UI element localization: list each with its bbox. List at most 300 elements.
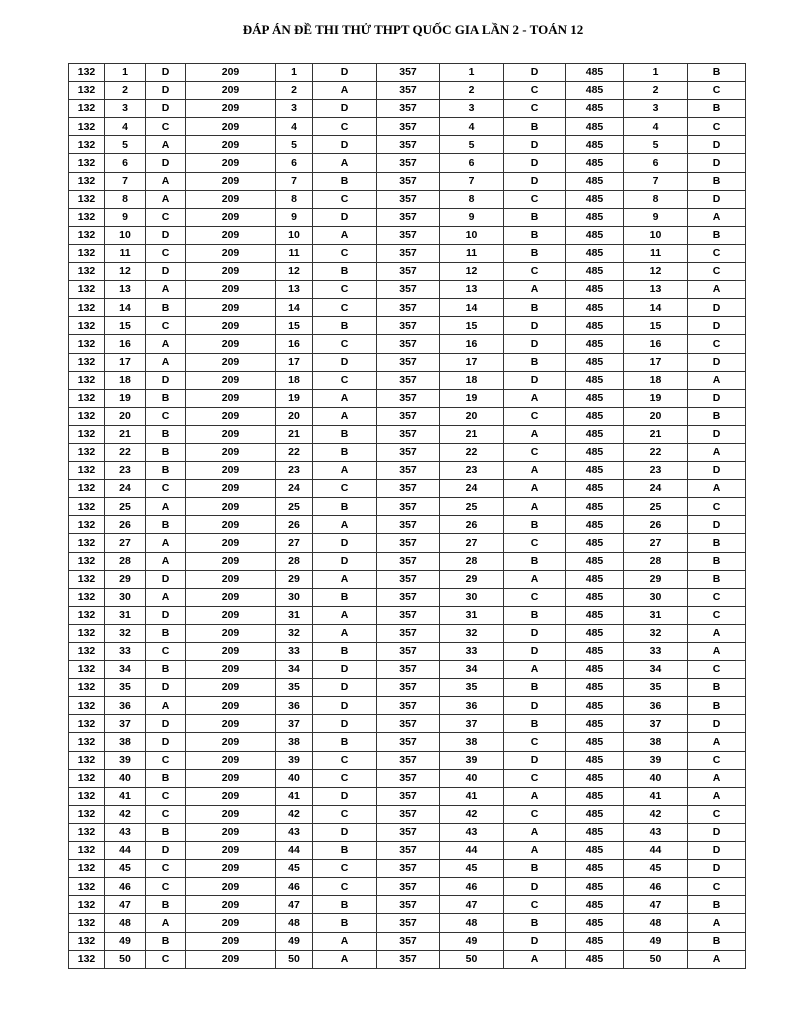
table-cell-exam-code: 209 [186,172,276,190]
table-cell-answer: D [313,64,377,82]
table-cell-answer: D [313,679,377,697]
table-cell-exam-code: 357 [377,679,440,697]
table-cell-answer: B [504,353,566,371]
table-cell-answer: B [313,317,377,335]
table-cell-question-number: 23 [105,462,146,480]
table-cell-answer: B [688,570,746,588]
table-cell-question-number: 4 [276,118,313,136]
table-cell-answer: B [504,715,566,733]
table-cell-exam-code: 357 [377,787,440,805]
table-cell-question-number: 27 [276,534,313,552]
table-cell-exam-code: 357 [377,335,440,353]
table-cell-answer: A [146,498,186,516]
table-cell-answer: B [313,443,377,461]
table-cell-exam-code: 357 [377,244,440,262]
table-cell-question-number: 47 [276,896,313,914]
table-cell-question-number: 10 [624,226,688,244]
table-cell-question-number: 32 [105,624,146,642]
table-cell-question-number: 4 [440,118,504,136]
table-cell-question-number: 28 [105,552,146,570]
table-cell-answer: D [504,136,566,154]
table-cell-answer: A [146,136,186,154]
table-cell-exam-code: 209 [186,462,276,480]
table-cell-question-number: 42 [276,805,313,823]
table-cell-answer: A [688,643,746,661]
table-cell-answer: C [688,498,746,516]
table-cell-answer: C [313,371,377,389]
table-cell-answer: B [504,552,566,570]
table-cell-question-number: 38 [105,733,146,751]
table-cell-exam-code: 485 [566,317,624,335]
table-cell-exam-code: 485 [566,842,624,860]
table-cell-exam-code: 357 [377,407,440,425]
table-cell-question-number: 37 [624,715,688,733]
table-cell-exam-code: 209 [186,335,276,353]
table-cell-exam-code: 485 [566,281,624,299]
table-cell-exam-code: 209 [186,751,276,769]
table-cell-question-number: 15 [276,317,313,335]
table-cell-question-number: 44 [276,842,313,860]
table-cell-exam-code: 209 [186,299,276,317]
table-cell-question-number: 44 [440,842,504,860]
table-cell-question-number: 28 [276,552,313,570]
table-cell-question-number: 22 [440,443,504,461]
table-cell-answer: A [504,787,566,805]
table-cell-exam-code: 132 [69,172,105,190]
table-cell-exam-code: 357 [377,805,440,823]
table-cell-question-number: 32 [624,624,688,642]
table-cell-answer: C [313,118,377,136]
table-cell-question-number: 32 [440,624,504,642]
table-row [69,733,746,751]
table-cell-question-number: 18 [105,371,146,389]
table-cell-answer: B [313,172,377,190]
table-cell-question-number: 50 [276,950,313,968]
table-cell-answer: C [313,244,377,262]
table-cell-answer: A [313,462,377,480]
table-cell-question-number: 28 [624,552,688,570]
table-cell-exam-code: 357 [377,389,440,407]
table-cell-question-number: 49 [276,932,313,950]
table-cell-answer: D [146,606,186,624]
table-cell-answer: D [688,389,746,407]
table-cell-question-number: 45 [276,860,313,878]
table-cell-exam-code: 357 [377,136,440,154]
table-cell-exam-code: 357 [377,842,440,860]
table-cell-question-number: 2 [105,82,146,100]
table-cell-answer: D [313,353,377,371]
table-cell-answer: A [688,624,746,642]
table-row [69,787,746,805]
table-cell-question-number: 7 [624,172,688,190]
table-cell-exam-code: 485 [566,443,624,461]
table-cell-answer: A [504,462,566,480]
table-cell-exam-code: 357 [377,208,440,226]
table-cell-question-number: 30 [440,588,504,606]
table-cell-exam-code: 485 [566,335,624,353]
table-cell-question-number: 10 [440,226,504,244]
table-cell-exam-code: 132 [69,805,105,823]
table-cell-answer: B [688,552,746,570]
table-cell-exam-code: 209 [186,914,276,932]
table-cell-question-number: 40 [105,769,146,787]
table-cell-exam-code: 132 [69,335,105,353]
table-cell-exam-code: 132 [69,64,105,82]
table-cell-exam-code: 485 [566,534,624,552]
table-cell-answer: C [504,805,566,823]
table-cell-exam-code: 132 [69,226,105,244]
table-cell-question-number: 24 [440,480,504,498]
table-cell-answer: C [146,950,186,968]
table-cell-answer: B [146,896,186,914]
table-cell-exam-code: 485 [566,606,624,624]
table-cell-question-number: 40 [624,769,688,787]
table-row [69,896,746,914]
table-cell-question-number: 43 [440,823,504,841]
table-cell-question-number: 27 [440,534,504,552]
table-cell-answer: B [146,661,186,679]
table-cell-question-number: 20 [276,407,313,425]
table-cell-exam-code: 485 [566,552,624,570]
table-cell-answer: D [146,64,186,82]
table-row [69,100,746,118]
table-cell-exam-code: 357 [377,878,440,896]
table-cell-question-number: 20 [440,407,504,425]
table-cell-question-number: 49 [105,932,146,950]
table-cell-question-number: 31 [440,606,504,624]
table-cell-exam-code: 357 [377,860,440,878]
table-cell-exam-code: 357 [377,371,440,389]
table-cell-exam-code: 485 [566,679,624,697]
table-cell-answer: C [504,100,566,118]
table-cell-question-number: 7 [276,172,313,190]
table-cell-question-number: 25 [440,498,504,516]
table-cell-answer: D [688,154,746,172]
table-cell-answer: B [146,769,186,787]
table-cell-exam-code: 132 [69,498,105,516]
table-cell-question-number: 35 [440,679,504,697]
table-cell-question-number: 34 [276,661,313,679]
table-cell-question-number: 48 [624,914,688,932]
table-cell-exam-code: 209 [186,661,276,679]
table-cell-exam-code: 209 [186,353,276,371]
answer-key-table [68,63,746,969]
table-cell-question-number: 43 [624,823,688,841]
table-cell-question-number: 18 [276,371,313,389]
table-cell-answer: B [688,679,746,697]
table-cell-question-number: 24 [276,480,313,498]
table-cell-answer: C [146,317,186,335]
table-cell-answer: C [504,588,566,606]
table-cell-answer: B [504,516,566,534]
table-row [69,697,746,715]
table-cell-answer: D [688,860,746,878]
table-cell-exam-code: 357 [377,534,440,552]
table-cell-answer: B [688,100,746,118]
table-cell-exam-code: 357 [377,299,440,317]
table-cell-exam-code: 357 [377,118,440,136]
table-cell-exam-code: 209 [186,606,276,624]
table-cell-exam-code: 485 [566,100,624,118]
table-cell-question-number: 9 [105,208,146,226]
table-cell-answer: D [504,335,566,353]
table-cell-exam-code: 132 [69,624,105,642]
table-cell-question-number: 34 [440,661,504,679]
table-cell-answer: D [313,208,377,226]
table-cell-answer: B [504,244,566,262]
table-cell-question-number: 6 [624,154,688,172]
table-cell-exam-code: 357 [377,624,440,642]
table-cell-answer: B [504,226,566,244]
table-cell-question-number: 46 [624,878,688,896]
table-cell-question-number: 3 [276,100,313,118]
table-cell-exam-code: 357 [377,425,440,443]
table-cell-question-number: 12 [276,263,313,281]
table-cell-exam-code: 485 [566,751,624,769]
table-cell-exam-code: 209 [186,570,276,588]
table-row [69,82,746,100]
table-cell-question-number: 35 [276,679,313,697]
table-cell-question-number: 47 [105,896,146,914]
table-cell-answer: B [313,263,377,281]
table-cell-question-number: 4 [105,118,146,136]
table-cell-question-number: 33 [105,643,146,661]
table-cell-question-number: 36 [276,697,313,715]
table-row [69,950,746,968]
table-cell-answer: C [313,878,377,896]
table-cell-exam-code: 209 [186,64,276,82]
table-cell-question-number: 27 [105,534,146,552]
table-cell-question-number: 45 [105,860,146,878]
table-cell-exam-code: 485 [566,462,624,480]
table-cell-question-number: 10 [105,226,146,244]
table-cell-question-number: 42 [105,805,146,823]
table-cell-exam-code: 357 [377,281,440,299]
table-cell-exam-code: 485 [566,661,624,679]
table-cell-question-number: 21 [276,425,313,443]
table-cell-exam-code: 485 [566,244,624,262]
table-cell-question-number: 37 [276,715,313,733]
table-cell-answer: D [313,787,377,805]
table-cell-exam-code: 357 [377,353,440,371]
table-cell-answer: B [146,516,186,534]
table-cell-question-number: 14 [624,299,688,317]
table-cell-answer: A [504,498,566,516]
table-row [69,534,746,552]
table-cell-answer: C [313,769,377,787]
table-cell-exam-code: 357 [377,932,440,950]
table-cell-question-number: 7 [105,172,146,190]
table-cell-exam-code: 209 [186,281,276,299]
table-cell-question-number: 1 [276,64,313,82]
table-cell-answer: C [313,299,377,317]
table-cell-exam-code: 209 [186,82,276,100]
table-cell-exam-code: 485 [566,914,624,932]
table-cell-exam-code: 209 [186,679,276,697]
table-row [69,389,746,407]
table-cell-answer: D [504,751,566,769]
table-cell-question-number: 3 [105,100,146,118]
table-cell-exam-code: 485 [566,389,624,407]
table-row [69,516,746,534]
table-cell-exam-code: 485 [566,733,624,751]
table-cell-answer: D [313,661,377,679]
page-title: ĐÁP ÁN ĐỀ THI THỬ THPT QUỐC GIA LẦN 2 - TOÁN 12 [242,22,584,37]
table-cell-answer: C [146,208,186,226]
table-cell-question-number: 14 [440,299,504,317]
table-cell-answer: C [504,263,566,281]
table-cell-answer: C [504,443,566,461]
table-cell-exam-code: 132 [69,100,105,118]
table-cell-answer: D [313,136,377,154]
table-cell-exam-code: 485 [566,878,624,896]
table-cell-exam-code: 485 [566,82,624,100]
table-row [69,769,746,787]
table-cell-answer: A [504,823,566,841]
table-row [69,208,746,226]
table-cell-exam-code: 209 [186,896,276,914]
table-cell-question-number: 26 [105,516,146,534]
table-cell-question-number: 8 [440,190,504,208]
table-cell-question-number: 4 [624,118,688,136]
table-row [69,878,746,896]
table-cell-question-number: 5 [440,136,504,154]
table-row [69,751,746,769]
table-cell-exam-code: 132 [69,733,105,751]
table-cell-answer: C [313,335,377,353]
table-cell-answer: C [688,805,746,823]
table-cell-exam-code: 485 [566,425,624,443]
table-cell-question-number: 36 [624,697,688,715]
table-cell-answer: D [146,715,186,733]
table-row [69,244,746,262]
table-cell-exam-code: 132 [69,769,105,787]
table-row [69,371,746,389]
table-cell-exam-code: 357 [377,950,440,968]
table-cell-answer: B [504,914,566,932]
table-cell-question-number: 35 [624,679,688,697]
table-cell-question-number: 14 [276,299,313,317]
table-cell-exam-code: 209 [186,118,276,136]
table-cell-question-number: 38 [624,733,688,751]
table-cell-answer: D [504,64,566,82]
table-cell-question-number: 25 [624,498,688,516]
table-cell-answer: D [504,172,566,190]
table-cell-question-number: 46 [276,878,313,896]
table-cell-question-number: 11 [440,244,504,262]
table-cell-exam-code: 209 [186,389,276,407]
table-cell-answer: C [688,118,746,136]
table-row [69,154,746,172]
table-cell-exam-code: 485 [566,172,624,190]
table-row [69,443,746,461]
table-cell-answer: A [688,914,746,932]
table-cell-exam-code: 132 [69,932,105,950]
table-cell-answer: D [146,679,186,697]
table-cell-answer: A [313,407,377,425]
table-row [69,842,746,860]
table-row [69,190,746,208]
table-cell-question-number: 8 [276,190,313,208]
table-cell-exam-code: 132 [69,878,105,896]
table-cell-answer: C [504,733,566,751]
table-cell-question-number: 19 [105,389,146,407]
table-row [69,661,746,679]
table-cell-question-number: 1 [105,64,146,82]
table-cell-answer: A [146,697,186,715]
table-cell-exam-code: 132 [69,263,105,281]
table-cell-answer: C [313,480,377,498]
table-cell-exam-code: 209 [186,371,276,389]
table-cell-question-number: 37 [440,715,504,733]
table-cell-exam-code: 357 [377,172,440,190]
table-cell-exam-code: 485 [566,516,624,534]
table-cell-question-number: 29 [276,570,313,588]
table-cell-exam-code: 132 [69,679,105,697]
table-cell-answer: B [313,498,377,516]
table-cell-question-number: 30 [105,588,146,606]
table-cell-question-number: 24 [105,480,146,498]
table-cell-exam-code: 485 [566,64,624,82]
table-cell-answer: D [146,733,186,751]
table-cell-exam-code: 132 [69,950,105,968]
table-cell-exam-code: 485 [566,136,624,154]
table-cell-question-number: 18 [440,371,504,389]
table-cell-answer: B [313,896,377,914]
table-row [69,353,746,371]
table-cell-question-number: 36 [440,697,504,715]
table-cell-answer: C [688,878,746,896]
table-cell-exam-code: 132 [69,570,105,588]
table-cell-answer: C [146,480,186,498]
table-cell-answer: D [688,823,746,841]
table-cell-question-number: 7 [440,172,504,190]
table-cell-question-number: 2 [624,82,688,100]
table-cell-answer: A [313,154,377,172]
table-cell-question-number: 42 [624,805,688,823]
table-cell-answer: A [688,371,746,389]
table-row [69,914,746,932]
table-cell-question-number: 42 [440,805,504,823]
table-cell-question-number: 35 [105,679,146,697]
table-cell-exam-code: 132 [69,715,105,733]
table-cell-answer: C [504,896,566,914]
table-cell-answer: A [313,570,377,588]
table-cell-exam-code: 209 [186,715,276,733]
table-cell-exam-code: 132 [69,425,105,443]
table-cell-answer: C [313,805,377,823]
table-cell-answer: D [313,552,377,570]
table-cell-answer: C [504,534,566,552]
table-cell-exam-code: 132 [69,136,105,154]
table-cell-question-number: 31 [105,606,146,624]
table-cell-exam-code: 132 [69,823,105,841]
table-cell-answer: C [313,751,377,769]
table-cell-exam-code: 209 [186,443,276,461]
table-cell-answer: B [313,842,377,860]
table-cell-answer: D [688,516,746,534]
table-cell-question-number: 32 [276,624,313,642]
table-cell-answer: A [313,606,377,624]
table-cell-exam-code: 209 [186,425,276,443]
table-cell-exam-code: 485 [566,570,624,588]
table-cell-answer: D [313,823,377,841]
table-cell-exam-code: 132 [69,462,105,480]
table-cell-exam-code: 209 [186,244,276,262]
table-cell-answer: C [146,787,186,805]
table-cell-answer: B [146,624,186,642]
table-cell-question-number: 49 [624,932,688,950]
